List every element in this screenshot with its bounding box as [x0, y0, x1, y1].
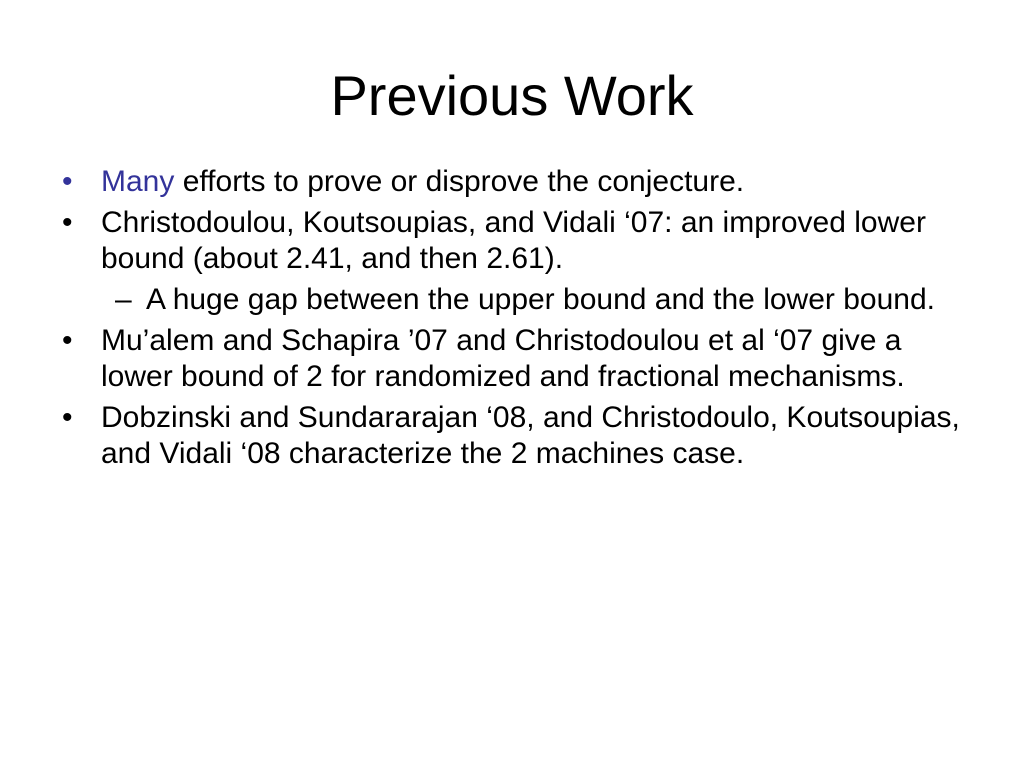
bullet-item [60, 164, 960, 200]
bullet-text [101, 164, 960, 200]
bullet-icon: • [62, 324, 73, 357]
bullet-item [60, 205, 960, 277]
sub-bullet-item [60, 282, 960, 318]
bullet-text: Christodoulou, Koutsoupias, and Vidali ‘07: an improved lower bound (about 2.41, and then 2.61). [101, 206, 926, 275]
bullet-text: Dobzinski and Sundararajan ‘08, and Christodoulo, Koutsoupias, and Vidali ‘08 characterize the 2 machines case. [101, 401, 960, 470]
sub-bullet-text: A huge gap between the upper bound and the lower bound. [146, 283, 935, 316]
slide-title: Previous Work [330, 64, 694, 127]
bullet-text-rest: efforts to prove or disprove the conjecture. [174, 165, 745, 198]
highlight-word: Many [101, 165, 175, 198]
bullet-item [60, 323, 960, 395]
dash-icon: – [115, 283, 132, 316]
bullet-item [60, 400, 960, 472]
bullet-text: Mu’alem and Schapira ’07 and Christodoulou et al ‘07 give a lower bound of 2 for randomized and fractional mechanisms. [101, 324, 905, 393]
bullet-icon: • [62, 401, 73, 434]
bullet-icon: • [62, 206, 73, 239]
bullet-icon: • [62, 165, 73, 198]
bullet-list [60, 164, 960, 477]
